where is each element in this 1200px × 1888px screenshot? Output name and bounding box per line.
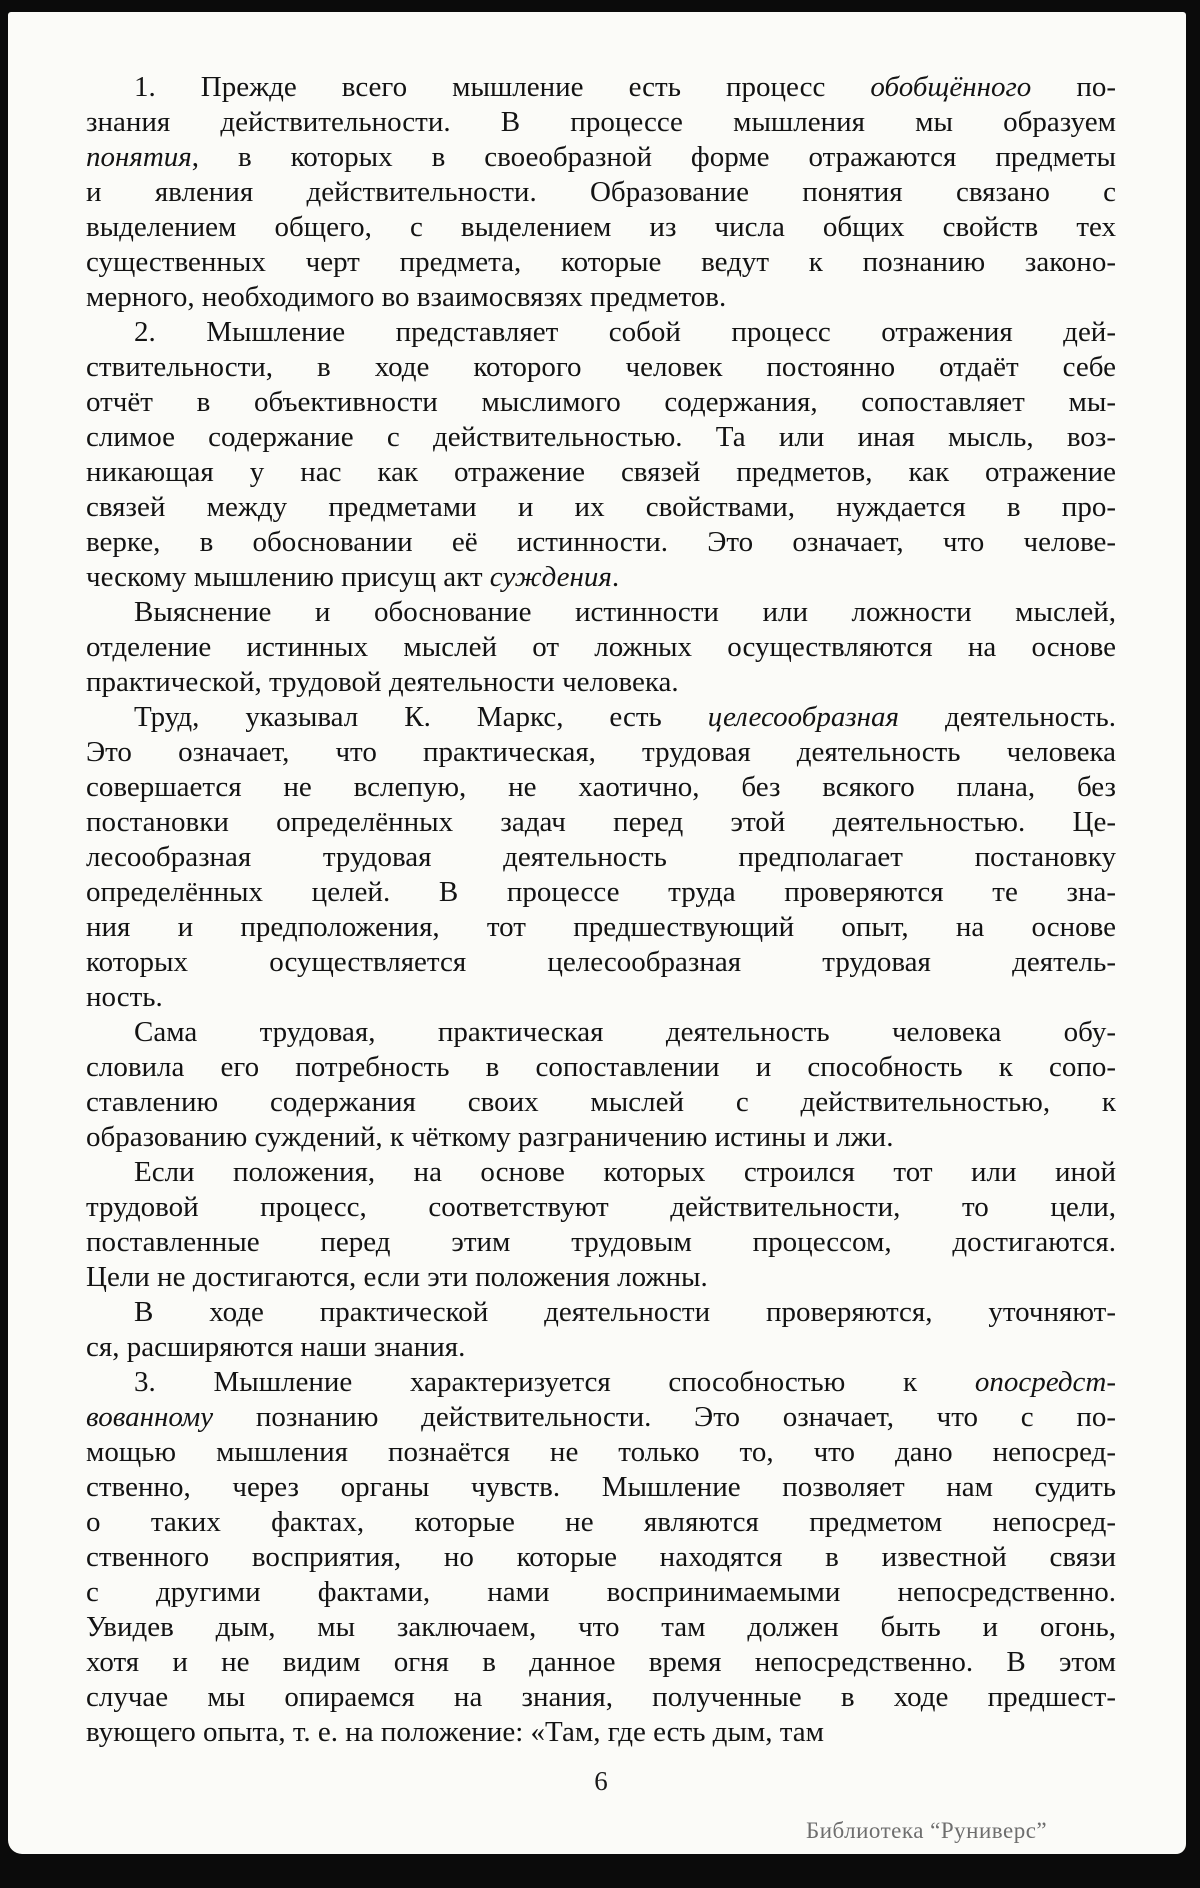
text-line: [86, 280, 1116, 315]
text-line: [86, 1540, 1116, 1575]
text-run: о таких фактах, которые не являются предметом непосред-: [86, 1506, 1116, 1538]
text-line: [86, 210, 1116, 245]
text-run: 3. Мышление характеризуется способностью к: [134, 1366, 975, 1398]
text-line: [86, 1470, 1116, 1505]
text-line: [86, 805, 1116, 840]
text-line: [86, 1610, 1116, 1645]
text-run: выделением общего, с выделением из числа общих свойств тех: [86, 211, 1116, 243]
text-line: [86, 350, 1116, 385]
text-run: 2. Мышление представляет собой процесс отражения дей-: [134, 316, 1116, 348]
text-run: ность.: [86, 981, 163, 1013]
text-run: ствительности, в ходе которого человек постоянно отдаёт себе: [86, 351, 1116, 383]
text-run: лесообразная трудовая деятельность предполагает постановку: [86, 841, 1116, 873]
text-run: 1. Прежде всего мышление есть процесс: [134, 71, 871, 103]
text-run: определённых целей. В процессе труда проверяются те зна-: [86, 876, 1116, 908]
text-run: Сама трудовая, практическая деятельность человека обу-: [134, 1016, 1116, 1048]
text-run: случае мы опираемся на знания, полученные в ходе предшест-: [86, 1681, 1116, 1713]
text-line: [86, 1505, 1116, 1540]
text-run: практической, трудовой деятельности человека.: [86, 666, 679, 698]
text-line: [86, 840, 1116, 875]
text-line: [86, 175, 1116, 210]
text-run: деятельность.: [899, 701, 1116, 733]
text-run: связей между предметами и их свойствами, нуждается в про-: [86, 491, 1116, 523]
page-number: 6: [594, 1766, 608, 1796]
text-line: [86, 770, 1116, 805]
library-watermark: Библиотека “Руниверс”: [806, 1818, 1048, 1843]
text-run: образованию суждений, к чёткому разграничению истины и лжи.: [86, 1121, 894, 1153]
text-block: [86, 70, 1116, 1750]
text-line: [86, 385, 1116, 420]
text-run: ся, расширяются наши знания.: [86, 1331, 466, 1363]
text-run: ческому мышлению присущ акт: [86, 561, 490, 593]
text-run: по-: [1031, 71, 1116, 103]
text-run: постановки определённых задач перед этой деятельностью. Це-: [86, 806, 1116, 838]
text-line: [86, 1260, 1116, 1295]
text-line: [86, 1645, 1116, 1680]
text-run: ставлению содержания своих мыслей с действительностью, к: [86, 1086, 1116, 1118]
text-run: и явления действительности. Образование понятия связано с: [86, 176, 1116, 208]
italic-text-run: опосредст-: [974, 1366, 1116, 1398]
text-line: [86, 105, 1116, 140]
text-run: которых осуществляется целесообразная трудовая деятель-: [86, 946, 1116, 978]
text-line: [86, 735, 1116, 770]
text-line: [86, 1400, 1116, 1435]
text-run: Труд, указывал К. Маркс, есть: [134, 701, 708, 733]
text-line: [86, 630, 1116, 665]
text-line: [86, 665, 1116, 700]
text-run: мерного, необходимого во взаимосвязях предметов.: [86, 281, 727, 313]
text-run: с другими фактами, нами воспринимаемыми непосредственно.: [86, 1576, 1116, 1608]
text-line: [86, 1120, 1116, 1155]
italic-text-run: обобщённого: [870, 71, 1032, 103]
italic-text-run: вованному: [86, 1401, 214, 1433]
text-run: слимое содержание с действительностью. Та или иная мысль, воз-: [86, 421, 1116, 453]
text-run: трудовой процесс, соответствуют действительности, то цели,: [86, 1191, 1116, 1223]
text-run: ния и предположения, тот предшествующий опыт, на основе: [86, 911, 1116, 943]
text-run: верке, в обосновании её истинности. Это означает, что челове-: [86, 526, 1116, 558]
text-run: Это означает, что практическая, трудовая деятельность человека: [86, 736, 1116, 768]
italic-text-run: суждения: [489, 561, 612, 593]
text-line: [86, 1680, 1116, 1715]
text-line: [86, 980, 1116, 1015]
text-run: ственно, через органы чувств. Мышление позволяет нам судить: [86, 1471, 1116, 1503]
text-run: В ходе практической деятельности проверяются, уточняют-: [134, 1296, 1116, 1328]
text-line: [86, 490, 1116, 525]
text-run: совершается не вслепую, не хаотично, без всякого плана, без: [86, 771, 1116, 803]
italic-text-run: понятия: [86, 141, 192, 173]
text-run: .: [611, 561, 620, 593]
text-line: [86, 525, 1116, 560]
text-line: [86, 945, 1116, 980]
text-run: вующего опыта, т. е. на положение: «Там, где есть дым, там: [86, 1716, 825, 1748]
text-run: ственного восприятия, но которые находятся в известной связи: [86, 1541, 1116, 1573]
paper-background: [8, 12, 1186, 1854]
text-run: Цели не достигаются, если эти положения ложны.: [86, 1261, 708, 1293]
text-line: [86, 420, 1116, 455]
text-line: [86, 70, 1116, 105]
text-run: Выяснение и обоснование истинности или ложности мыслей,: [134, 596, 1116, 628]
text-run: Увидев дым, мы заключаем, что там должен быть и огонь,: [86, 1611, 1116, 1643]
text-line: [86, 245, 1116, 280]
text-line: [86, 875, 1116, 910]
italic-text-run: целесообразная: [707, 701, 900, 733]
text-run: познанию действительности. Это означает, что с по-: [213, 1401, 1116, 1433]
text-line: [86, 1330, 1116, 1365]
text-line: [86, 560, 1116, 595]
text-line: [86, 1190, 1116, 1225]
text-line: [86, 1295, 1116, 1330]
text-line: [86, 1085, 1116, 1120]
text-run: отделение истинных мыслей от ложных осуществляются на основе: [86, 631, 1116, 663]
text-line: [86, 140, 1116, 175]
text-run: мощью мышления познаётся не только то, что дано непосред-: [86, 1436, 1116, 1468]
text-line: [86, 1435, 1116, 1470]
text-line: [86, 1225, 1116, 1260]
text-run: , в которых в своеобразной форме отражаются предметы: [191, 141, 1116, 173]
text-run: хотя и не видим огня в данное время непосредственно. В этом: [86, 1646, 1116, 1678]
text-run: никающая у нас как отражение связей предметов, как отражение: [86, 456, 1116, 488]
text-line: [86, 1015, 1116, 1050]
text-run: отчёт в объективности мыслимого содержания, сопоставляет мы-: [86, 386, 1116, 418]
text-line: [86, 595, 1116, 630]
text-run: знания действительности. В процессе мышления мы образуем: [86, 106, 1116, 138]
text-line: [86, 1715, 1116, 1750]
text-line: [86, 910, 1116, 945]
text-line: [86, 1155, 1116, 1190]
text-run: поставленные перед этим трудовым процессом, достигаются.: [86, 1226, 1116, 1258]
text-line: [86, 1575, 1116, 1610]
text-line: [86, 700, 1116, 735]
text-run: словила его потребность в сопоставлении и способность к сопо-: [86, 1051, 1116, 1083]
text-line: [86, 315, 1116, 350]
text-run: Если положения, на основе которых строился тот или иной: [134, 1156, 1116, 1188]
text-run: существенных черт предмета, которые ведут к познанию законо-: [86, 246, 1116, 278]
text-line: [86, 1050, 1116, 1085]
text-line: [86, 455, 1116, 490]
text-line: [86, 1365, 1116, 1400]
